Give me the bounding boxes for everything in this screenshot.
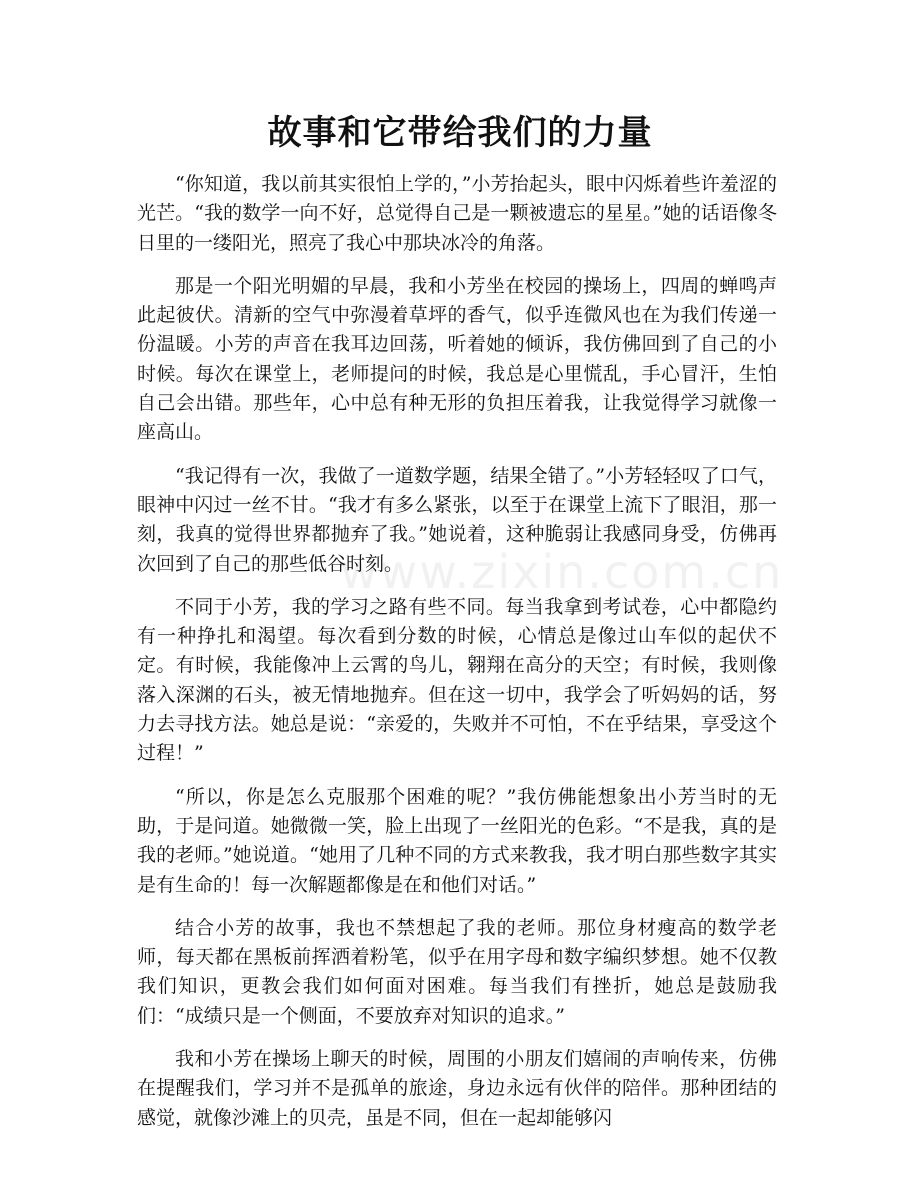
paragraph-4: 不同于小芳，我的学习之路有些不同。每当我拿到考试卷，心中都隐约有一种挣扎和渴望。每次看到分数的时候，心情总是像过山车似的起伏不定。有时候，我能像冲上云霄的鸟儿，翱翔在高分的天空；有时候，我则像落入深渊的石头，被无情地抛弃。但在这一切中，我学会了听妈妈的话，努力去寻找方法。她总是说：“亲爱的，失败并不可怕，不在乎结果，享受这个过程！”	[137, 595, 777, 765]
document-title: 故事和它带给我们的力量	[267, 113, 653, 153]
paragraph-5: “所以，你是怎么克服那个困难的呢？”我仿佛能想象出小芳当时的无助，于是问道。她微微一笑，脸上出现了一丝阳光的色彩。“不是我，真的是我的老师。”她说道。“她用了几种不同的方式来教我，我才明白那些数字其实是有生命的！每一次解题都像是在和他们对话。”	[137, 785, 777, 896]
paragraph-3: “我记得有一次，我做了一道数学题，结果全错了。”小芳轻轻叹了口气，眼神中闪过一丝不甘。“我才有多么紧张，以至于在课堂上流下了眼泪，那一刻，我真的觉得世界都抛弃了我。”她说着，这种脆弱让我感同身受，仿佛再次回到了自己的那些低谷时刻。	[137, 464, 777, 575]
paragraph-7: 我和小芳在操场上聊天的时候，周围的小朋友们嬉闹的声响传来，仿佛在提醒我们，学习并不是孤单的旅途，身边永远有伙伴的陪伴。那种团结的感觉，就像沙滩上的贝壳，虽是不同，但在一起却能够闪	[137, 1048, 777, 1129]
paragraph-1: “你知道，我以前其实很怕上学的，”小芳抬起头，眼中闪烁着些许羞涩的光芒。“我的数学一向不好，总觉得自己是一颗被遗忘的星星。”她的话语像冬日里的一缕阳光，照亮了我心中那块冰冷的角落。	[137, 173, 777, 254]
paragraph-2: 那是一个阳光明媚的早晨，我和小芳坐在校园的操场上，四周的蝉鸣声此起彼伏。清新的空气中弥漫着草坪的香气，似乎连微风也在为我们传递一份温暖。小芳的声音在我耳边回荡，听着她的倾诉，我仿佛回到了自己的小时候。每次在课堂上，老师提问的时候，我总是心里慌乱，手心冒汗，生怕自己会出错。那些年，心中总有种无形的负担压着我，让我觉得学习就像一座高山。	[137, 274, 777, 444]
watermark: www.zixin.com.cn	[340, 545, 784, 599]
document-body	[137, 170, 777, 1147]
paragraph-6: 结合小芳的故事，我也不禁想起了我的老师。那位身材瘦高的数学老师，每天都在黑板前挥洒着粉笔，似乎在用字母和数字编织梦想。她不仅教我们知识，更教会我们如何面对困难。每当我们有挫折，她总是鼓励我们：“成绩只是一个侧面，不要放弃对知识的追求。”	[137, 916, 777, 1027]
